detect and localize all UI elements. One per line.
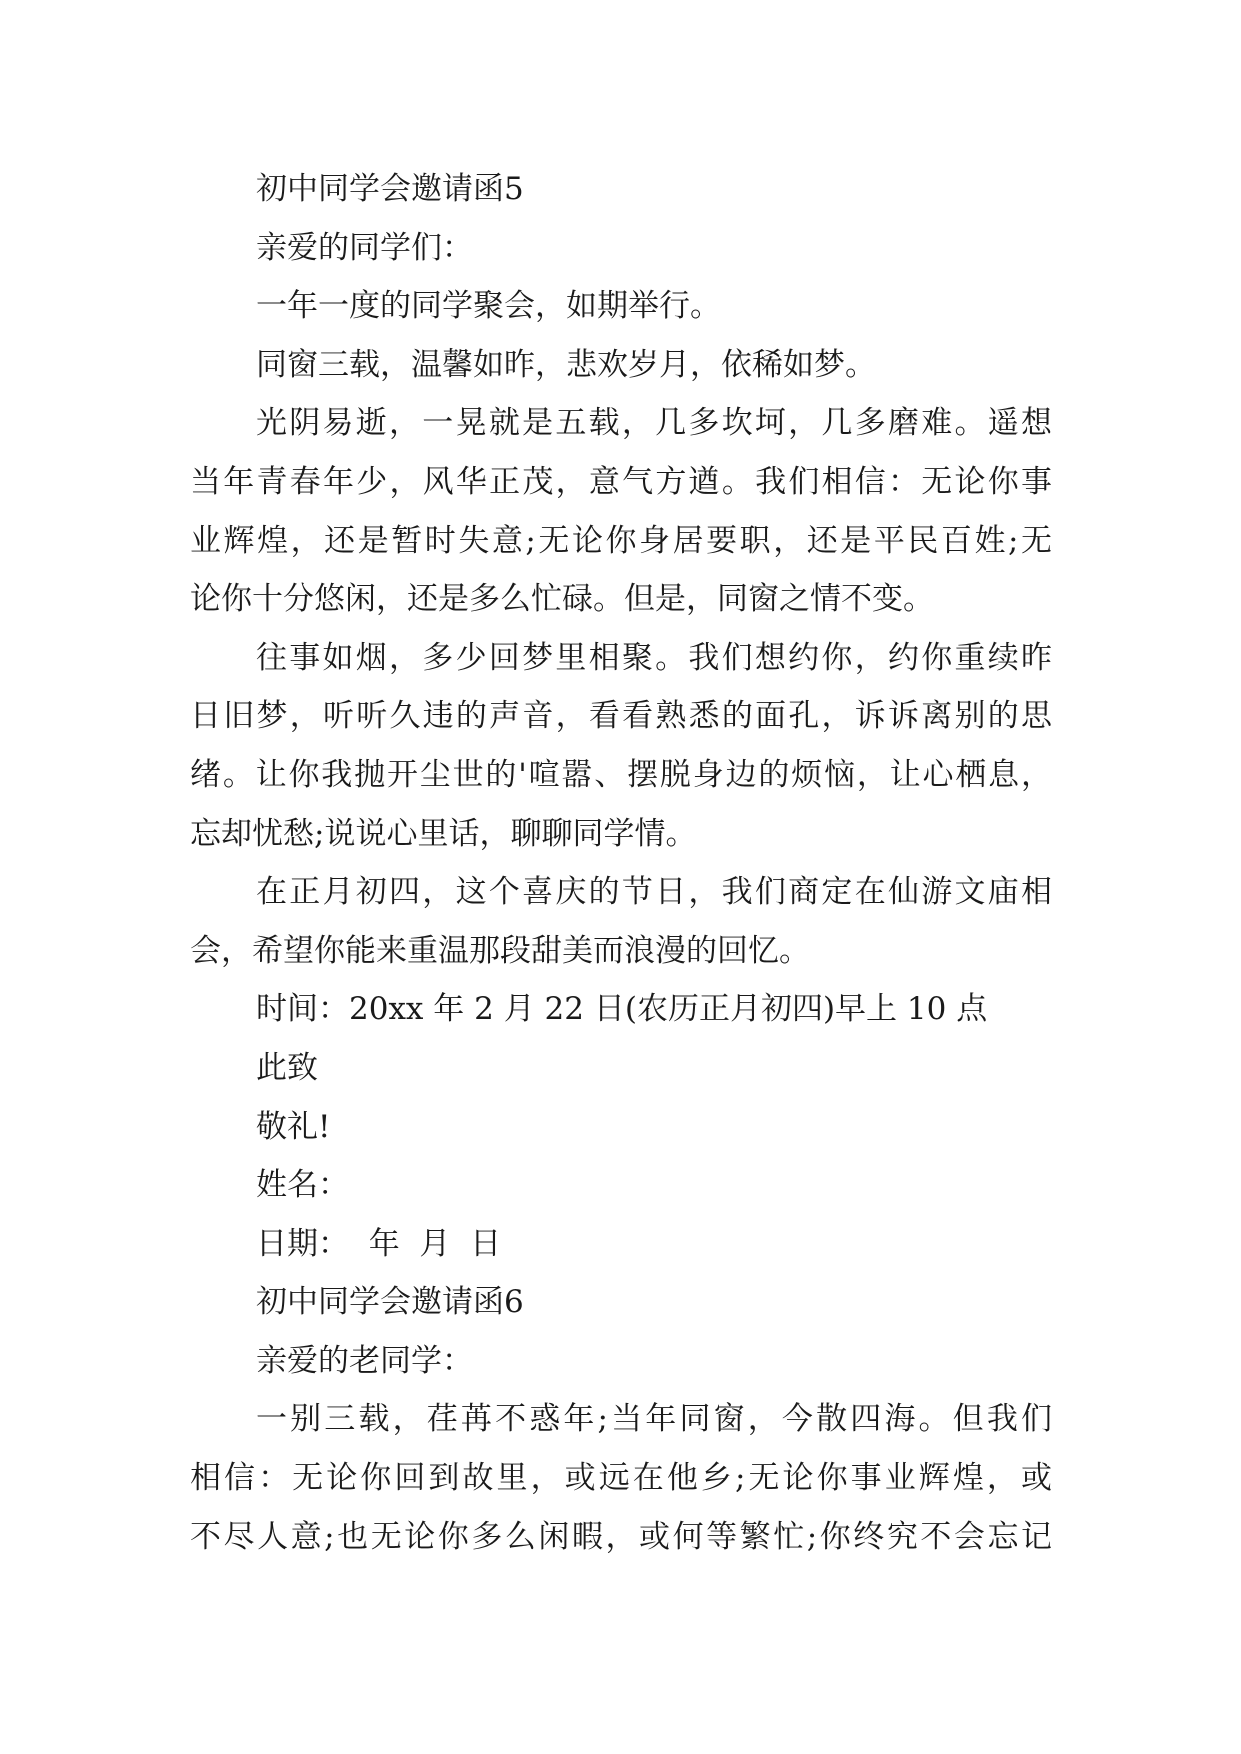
- closing-regards: 敬礼!: [256, 1108, 331, 1145]
- document-body: [190, 160, 1052, 1566]
- paragraph-line: 会，希望你能来重温那段甜美而浪漫的回忆。: [190, 932, 810, 969]
- signature-name: 姓名：: [256, 1167, 349, 1204]
- paragraph-line: 忘却忧愁;说说心里话，聊聊同学情。: [190, 815, 697, 852]
- section-title: 初中同学会邀请函5: [256, 171, 524, 207]
- paragraph-line: 光阴易逝，一晃就是五载，几多坎坷，几多磨难。遥想: [256, 405, 1052, 442]
- section-title: 初中同学会邀请函6: [256, 1284, 524, 1321]
- greeting: 亲爱的老同学：: [256, 1342, 473, 1379]
- paragraph-line: 日旧梦，听听久违的声音，看看熟悉的面孔，诉诉离别的思: [190, 698, 1052, 735]
- paragraph-line: 同窗三载，温馨如昨，悲欢岁月，依稀如梦。: [256, 346, 876, 383]
- greeting: 亲爱的同学们：: [256, 229, 473, 266]
- paragraph-line: 往事如烟，多少回梦里相聚。我们想约你，约你重续昨: [256, 639, 1052, 676]
- signature-date: 日期： 年 月 日: [256, 1225, 502, 1262]
- event-time: 时间：20xx 年 2 月 22 日(农历正月初四)早上 10 点: [256, 991, 988, 1028]
- paragraph-line: 绪。让你我抛开尘世的'喧嚣、摆脱身边的烦恼，让心栖息，: [190, 756, 1052, 793]
- paragraph-line: 相信：无论你回到故里，或远在他乡;无论你事业辉煌，或: [190, 1460, 1052, 1497]
- paragraph-line: 在正月初四，这个喜庆的节日，我们商定在仙游文庙相: [256, 874, 1052, 911]
- paragraph-line: 论你十分悠闲，还是多么忙碌。但是，同窗之情不变。: [190, 581, 934, 618]
- paragraph-line: 一别三载，荏苒不惑年;当年同窗，今散四海。但我们: [256, 1401, 1052, 1438]
- paragraph-line: 当年青春年少，风华正茂，意气方遒。我们相信：无论你事: [190, 463, 1052, 500]
- closing-salutation: 此致: [256, 1049, 318, 1086]
- paragraph-line: 业辉煌，还是暂时失意;无论你身居要职，还是平民百姓;无: [190, 522, 1052, 559]
- paragraph-line: 不尽人意;也无论你多么闲暇，或何等繁忙;你终究不会忘记: [190, 1518, 1052, 1555]
- paragraph-line: 一年一度的同学聚会，如期举行。: [256, 288, 721, 325]
